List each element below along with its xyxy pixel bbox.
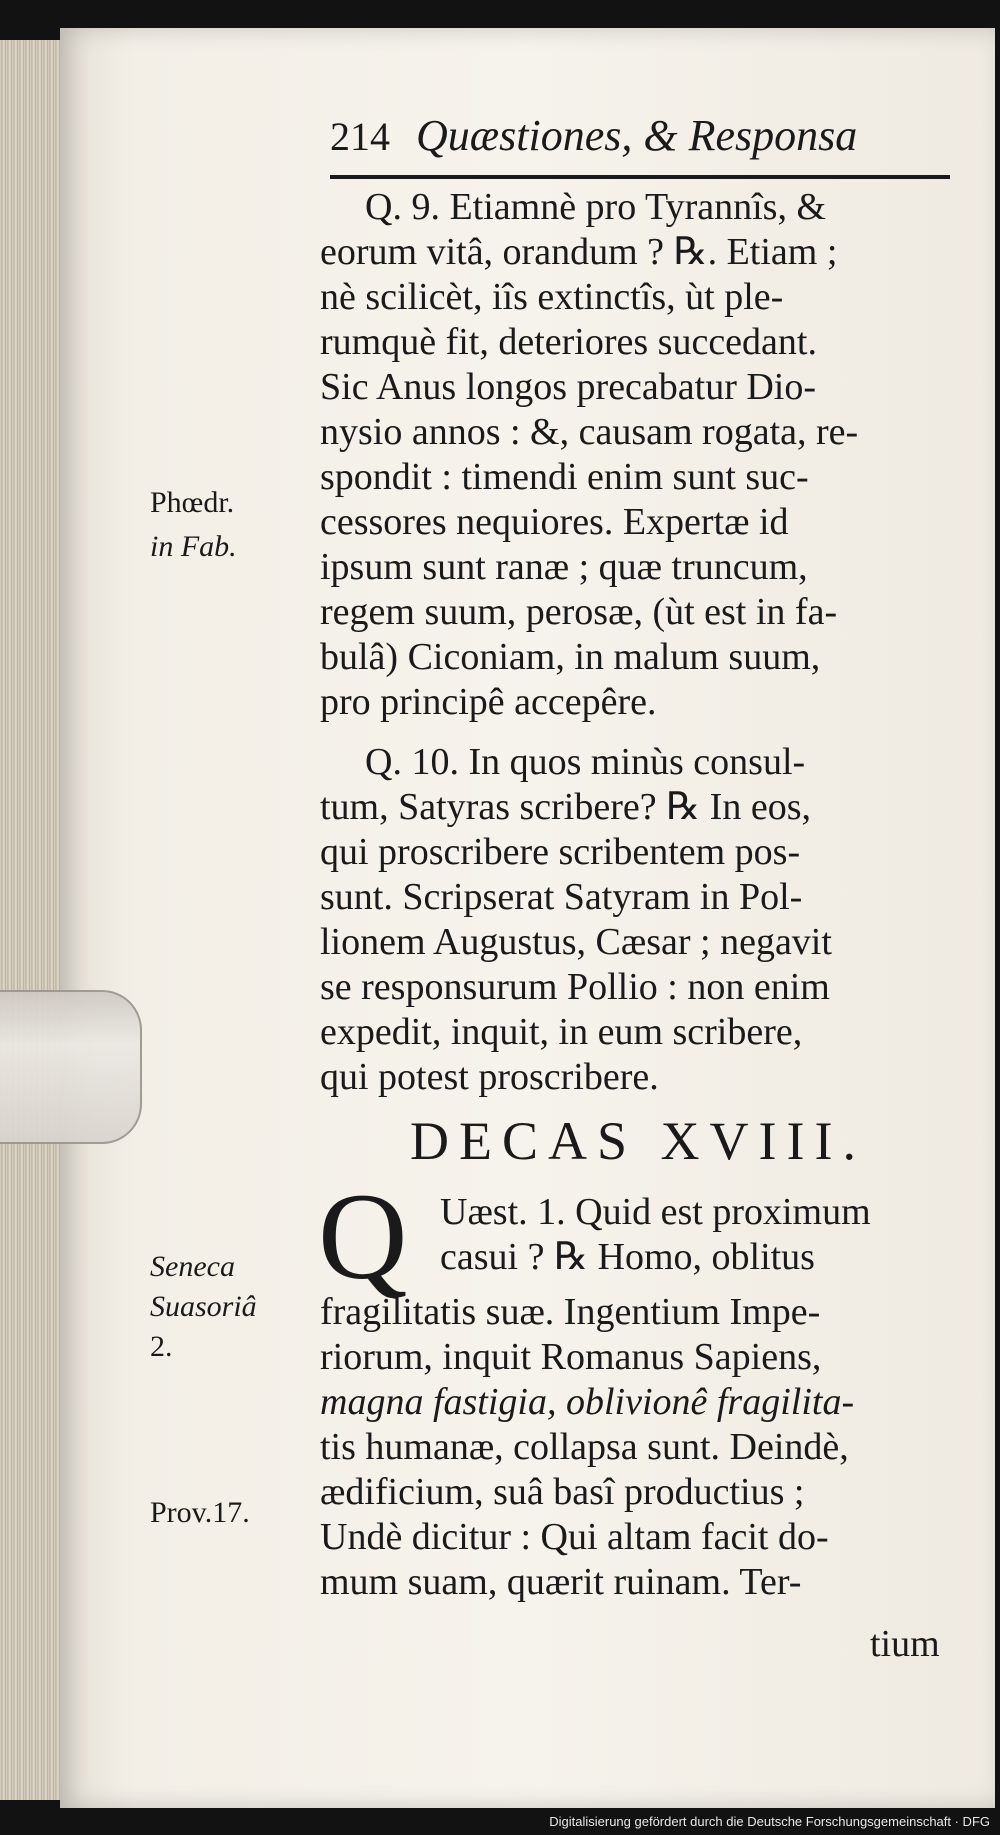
text-line: Q. 9. Etiamnè pro Tyrannîs, &: [365, 186, 827, 228]
catchword: tium: [870, 1623, 940, 1665]
running-title: Quæstiones, & Responsa: [416, 111, 858, 160]
text-line: eorum vitâ, orandum ? ℞. Etiam ;: [320, 231, 838, 273]
text-line: magna fastigia, oblivionê fragilita-: [320, 1381, 855, 1423]
text-line: qui potest proscribere.: [320, 1056, 659, 1098]
margin-note: Suasoriâ: [150, 1290, 257, 1323]
text-line: bulâ) Ciconiam, in malum suum,: [320, 636, 821, 678]
text-line: rumquè fit, deteriores succedant.: [320, 321, 817, 363]
text-line: qui proscribere scribentem pos-: [320, 831, 801, 873]
page-number: 214: [330, 114, 390, 159]
margin-note: Prov.17.: [150, 1496, 250, 1529]
margin-note: 2.: [150, 1330, 173, 1363]
text-line: ædificium, suâ basî productius ;: [320, 1471, 805, 1513]
margin-note: Phœdr.: [150, 486, 235, 519]
text-line: tis humanæ, collapsa sunt. Deindè,: [320, 1426, 849, 1468]
text-line: mum suam, quærit ruinam. Ter-: [320, 1561, 802, 1603]
bookmark-ribbon: [0, 990, 142, 1144]
header-rule: [330, 175, 950, 179]
margin-note: in Fab.: [150, 530, 237, 563]
text-line: ipsum sunt ranæ ; quæ truncum,: [320, 546, 808, 588]
text-line: casui ? ℞ Homo, oblitus: [440, 1236, 815, 1278]
digitization-credit: Digitalisierung gefördert durch die Deutsche Forschungsgemeinschaft · DFG: [549, 1814, 990, 1829]
text-line: nè scilicèt, iîs extinctîs, ùt ple-: [320, 276, 784, 318]
page-header: [330, 110, 950, 180]
text-line: riorum, inquit Romanus Sapiens,: [320, 1336, 822, 1378]
text-line: se responsurum Pollio : non enim: [320, 966, 830, 1008]
section-heading: DECAS XVIII.: [410, 1111, 866, 1171]
margin-note: Seneca: [150, 1250, 235, 1283]
drop-cap: Q: [318, 1168, 408, 1305]
text-line: cessores nequiores. Expertæ id: [320, 501, 789, 543]
text-line: lionem Augustus, Cæsar ; negavit: [320, 921, 832, 963]
text-line: Sic Anus longos precabatur Dio-: [320, 366, 817, 408]
text-line: Q. 10. In quos minùs consul-: [365, 741, 806, 783]
text-line: fragilitatis suæ. Ingentium Impe-: [320, 1291, 821, 1333]
text-line: Uæst. 1. Quid est proximum: [440, 1191, 871, 1233]
text-line: sunt. Scripserat Satyram in Pol-: [320, 876, 803, 918]
text-line: Undè dicitur : Qui altam facit do-: [320, 1516, 829, 1558]
text-line: spondit : timendi enim sunt suc-: [320, 456, 809, 498]
text-line: pro principê accepêre.: [320, 681, 657, 723]
text-line: nysio annos : &, causam rogata, re-: [320, 411, 859, 453]
text-line: expedit, inquit, in eum scribere,: [320, 1011, 803, 1053]
text-line: tum, Satyras scribere? ℞ In eos,: [320, 786, 811, 828]
text-line: regem suum, perosæ, (ùt est in fa-: [320, 591, 838, 633]
